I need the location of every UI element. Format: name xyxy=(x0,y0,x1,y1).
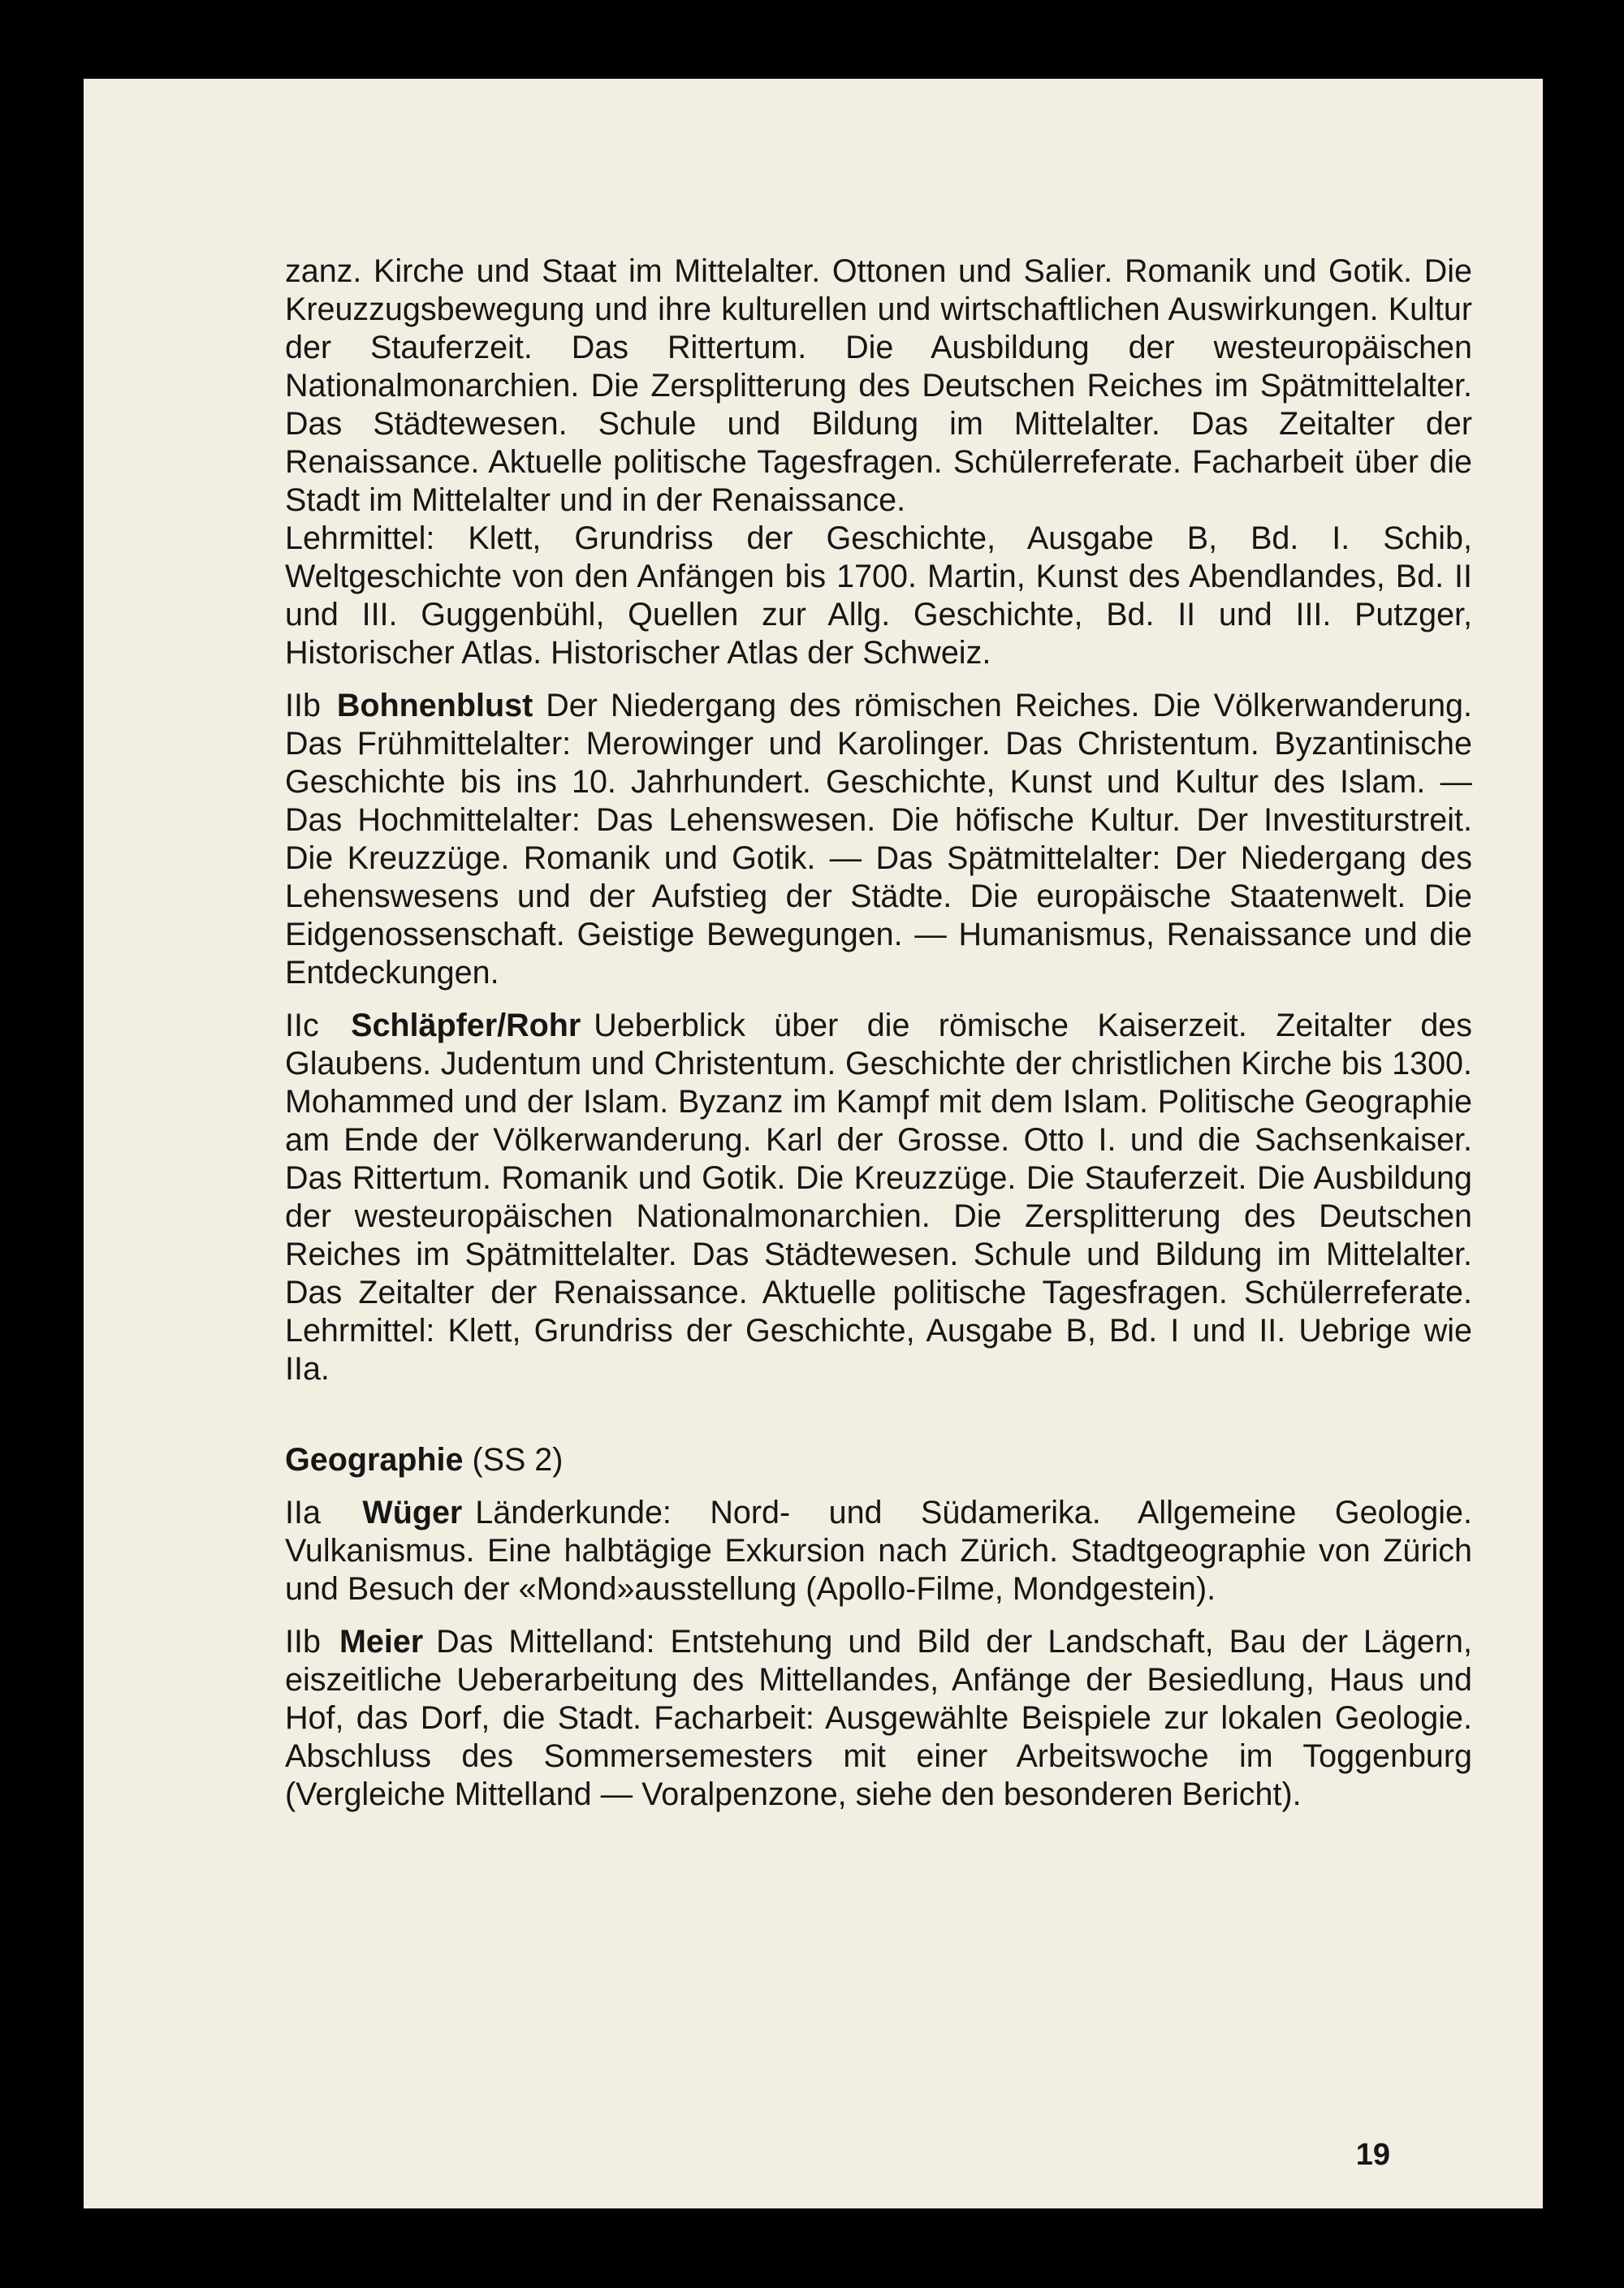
history-entry-iic xyxy=(285,1007,1472,1388)
document-page xyxy=(84,79,1543,2208)
page-content xyxy=(285,253,1472,1814)
lehrmittel-paragraph: Lehrmittel: Klett, Grundriss der Geschichte, Ausgabe B, Bd. I. Schib, Weltgeschichte von den Anfängen bis 1700. Martin, Kunst des Abendlandes, Bd. II und III. Guggenbühl, Quellen zur Allg. Geschichte, Bd. II und III. Putzger, Historischer Atlas. Historischer Atlas der Schweiz. xyxy=(285,520,1472,671)
teacher-name: Wüger xyxy=(362,1495,463,1530)
entry-text: Der Niedergang des römischen Reiches. Die Völkerwanderung. Das Frühmittelalter: Merowinger und Karolinger. Das Christentum. Byzantinische Geschichte bis ins 10. Jahrhundert. Geschichte, Kunst und Kultur des Islam. — Das Hochmittelalter: Das Lehenswesen. Die höfische Kultur. Der Investiturstreit. Die Kreuzzüge. Romanik und Gotik. — Das Spätmittelalter: Der Niedergang des Lehenswesens und der Aufstieg der Städte. Die europäische Staatenwelt. Die Eidgenossenschaft. Geistige Bewegungen. — Humanismus, Renaissance und die Entdeckungen. xyxy=(285,688,1472,991)
section-hours: (SS 2) xyxy=(472,1442,564,1478)
teacher-name: Meier xyxy=(339,1624,424,1660)
class-label: IIb xyxy=(285,688,321,723)
geography-heading xyxy=(285,1441,1472,1479)
geography-entry-iib xyxy=(285,1623,1472,1814)
page-number: 19 xyxy=(1355,2138,1390,2172)
section-title: Geographie xyxy=(285,1442,464,1478)
class-label: IIb xyxy=(285,1624,321,1660)
history-entry-iib xyxy=(285,687,1472,992)
class-label: IIc xyxy=(285,1008,319,1043)
teacher-name: Bohnenblust xyxy=(336,688,533,723)
entry-text: Länderkunde: Nord- und Südamerika. Allgemeine Geologie. Vulkanismus. Eine halbtägige Exkursion nach Zürich. Stadtgeographie von Zürich und Besuch der «Mond»ausstellung (Apollo-Filme, Mondgestein). xyxy=(285,1495,1472,1607)
geography-entry-iia xyxy=(285,1494,1472,1608)
entry-text: Ueberblick über die römische Kaiserzeit. Zeitalter des Glaubens. Judentum und Christentum. Geschichte der christlichen Kirche bis 1300. Mohammed und der Islam. Byzanz im Kampf mit dem Islam. Politische Geographie am Ende der Völkerwanderung. Karl der Grosse. Otto I. und die Sachsenkaiser. Das Rittertum. Romanik und Gotik. Die Kreuzzüge. Die Stauferzeit. Die Ausbildung der westeuropäischen Nationalmonarchien. Die Zersplitterung des Deutschen Reiches im Spätmittelalter. Das Städtewesen. Schule und Bildung im Mittelalter. Das Zeitalter der Renaissance. Aktuelle politische Tagesfragen. Schülerreferate. Lehrmittel: Klett, Grundriss der Geschichte, Ausgabe B, Bd. I und II. Uebrige wie IIa. xyxy=(285,1008,1472,1387)
teacher-name: Schläpfer/Rohr xyxy=(351,1008,581,1043)
history-continuation-paragraph: zanz. Kirche und Staat im Mittelalter. Ottonen und Salier. Romanik und Gotik. Die Kreuzzugsbewegung und ihre kulturellen und wirtschaftlichen Auswirkungen. Kultur der Stauferzeit. Das Rittertum. Die Ausbildung der westeuropäischen Nationalmonarchien. Die Zersplitterung des Deutschen Reiches im Spätmittelalter. Das Städtewesen. Schule und Bildung im Mittelalter. Das Zeitalter der Renaissance. Aktuelle politische Tagesfragen. Schülerreferate. Facharbeit über die Stadt im Mittelalter und in der Renaissance. xyxy=(285,253,1472,518)
entry-text: Das Mittelland: Entstehung und Bild der Landschaft, Bau der Lägern, eiszeitliche Ueberarbeitung des Mittellandes, Anfänge der Besiedlung, Haus und Hof, das Dorf, die Stadt. Facharbeit: Ausgewählte Beispiele zur lokalen Geologie. Abschluss des Sommersemesters mit einer Arbeitswoche im Toggenburg (Vergleiche Mittelland — Voralpenzone, siehe den besonderen Bericht). xyxy=(285,1624,1472,1812)
class-label: IIa xyxy=(285,1495,321,1530)
